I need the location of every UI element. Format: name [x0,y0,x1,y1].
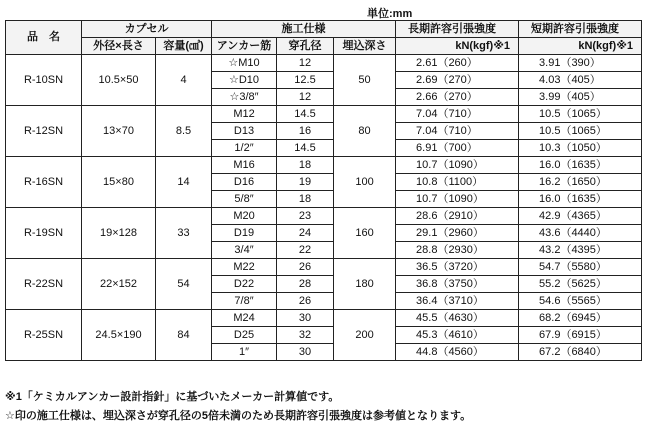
drill-diameter: 32 [277,327,334,344]
long-term-strength: 36.8（3750） [396,276,519,293]
anchor-bar: 1″ [212,344,277,361]
long-term-strength: 45.5（4630） [396,310,519,327]
short-term-strength: 16.2（1650） [519,174,642,191]
header-embed: 埋込深さ [334,38,396,55]
header-short-strength: 短期許容引張強度 [519,21,642,38]
long-term-strength: 29.1（2960） [396,225,519,242]
capsule-capacity: 14 [156,157,212,208]
product-name: R-10SN [6,55,82,106]
anchor-bar: D22 [212,276,277,293]
anchor-bar: ☆D10 [212,72,277,89]
header-long-unit: kN(kgf)※1 [396,38,519,55]
embed-depth: 100 [334,157,396,208]
drill-diameter: 14.5 [277,140,334,157]
short-term-strength: 67.2（6840） [519,344,642,361]
table-row [6,55,642,72]
capsule-capacity: 54 [156,259,212,310]
product-name: R-19SN [6,208,82,259]
product-name: R-25SN [6,310,82,361]
drill-diameter: 12 [277,89,334,106]
drill-diameter: 30 [277,310,334,327]
long-term-strength: 2.69（270） [396,72,519,89]
anchor-bar: 7/8″ [212,293,277,310]
drill-diameter: 24 [277,225,334,242]
table-row [6,208,642,225]
long-term-strength: 45.3（4610） [396,327,519,344]
capsule-size: 24.5×190 [82,310,156,361]
table-row [6,310,642,327]
product-name: R-22SN [6,259,82,310]
anchor-bar: M22 [212,259,277,276]
short-term-strength: 3.99（405） [519,89,642,106]
short-term-strength: 68.2（6945） [519,310,642,327]
unit-label: 単位:mm [367,8,413,20]
header-row-1 [6,21,642,38]
long-term-strength: 36.4（3710） [396,293,519,310]
anchor-bar: M24 [212,310,277,327]
long-term-strength: 6.91（700） [396,140,519,157]
embed-depth: 80 [334,106,396,157]
drill-diameter: 28 [277,276,334,293]
table-row [6,106,642,123]
header-hinmei: 品 名 [6,21,82,55]
capsule-capacity: 84 [156,310,212,361]
anchor-bar: D19 [212,225,277,242]
drill-diameter: 12 [277,55,334,72]
table-row [6,259,642,276]
long-term-strength: 7.04（710） [396,123,519,140]
drill-diameter: 12.5 [277,72,334,89]
long-term-strength: 28.6（2910） [396,208,519,225]
long-term-strength: 28.8（2930） [396,242,519,259]
anchor-bar: 1/2″ [212,140,277,157]
header-anchor: アンカー筋 [212,38,277,55]
short-term-strength: 55.2（5625） [519,276,642,293]
capsule-size: 22×152 [82,259,156,310]
short-term-strength: 43.6（4440） [519,225,642,242]
capsule-capacity: 33 [156,208,212,259]
anchor-bar: D25 [212,327,277,344]
drill-diameter: 26 [277,259,334,276]
capsule-size: 13×70 [82,106,156,157]
embed-depth: 180 [334,259,396,310]
table-body [6,55,642,361]
product-name: R-16SN [6,157,82,208]
short-term-strength: 16.0（1635） [519,191,642,208]
anchor-spec-table [5,20,642,361]
long-term-strength: 36.5（3720） [396,259,519,276]
drill-diameter: 30 [277,344,334,361]
short-term-strength: 4.03（405） [519,72,642,89]
note-1: ※1「ケミカルアンカー設計指針」に基づいたメーカー計算値です。 [5,391,340,403]
header-long-strength: 長期許容引張強度 [396,21,519,38]
embed-depth: 200 [334,310,396,361]
anchor-bar: M20 [212,208,277,225]
anchor-bar: D16 [212,174,277,191]
drill-diameter: 22 [277,242,334,259]
notes [5,388,471,426]
embed-depth: 50 [334,55,396,106]
long-term-strength: 10.7（1090） [396,157,519,174]
note-2: ☆印の施工仕様は、埋込深さが穿孔径の5倍未満のため長期許容引張強度は参考値となります。 [5,410,472,422]
header-outer-length: 外径×長さ [82,38,156,55]
drill-diameter: 16 [277,123,334,140]
anchor-bar: 3/4″ [212,242,277,259]
anchor-bar: ☆3/8″ [212,89,277,106]
drill-diameter: 18 [277,157,334,174]
header-row-2 [6,38,642,55]
header-capsule: カプセル [82,21,212,38]
short-term-strength: 54.6（5565） [519,293,642,310]
capsule-size: 19×128 [82,208,156,259]
anchor-bar: M12 [212,106,277,123]
anchor-bar: 5/8″ [212,191,277,208]
header-sekou: 施工仕様 [212,21,396,38]
anchor-bar: D13 [212,123,277,140]
capsule-capacity: 8.5 [156,106,212,157]
drill-diameter: 14.5 [277,106,334,123]
long-term-strength: 2.61（260） [396,55,519,72]
capsule-size: 15×80 [82,157,156,208]
drill-diameter: 23 [277,208,334,225]
short-term-strength: 42.9（4365） [519,208,642,225]
long-term-strength: 10.7（1090） [396,191,519,208]
short-term-strength: 10.5（1065） [519,106,642,123]
product-name: R-12SN [6,106,82,157]
header-short-unit: kN(kgf)※1 [519,38,642,55]
short-term-strength: 43.2（4395） [519,242,642,259]
short-term-strength: 67.9（6915） [519,327,642,344]
embed-depth: 160 [334,208,396,259]
long-term-strength: 44.8（4560） [396,344,519,361]
capsule-capacity: 4 [156,55,212,106]
short-term-strength: 54.7（5580） [519,259,642,276]
drill-diameter: 19 [277,174,334,191]
short-term-strength: 10.5（1065） [519,123,642,140]
header-drill: 穿孔径 [277,38,334,55]
anchor-bar: M16 [212,157,277,174]
short-term-strength: 3.91（390） [519,55,642,72]
anchor-bar: ☆M10 [212,55,277,72]
drill-diameter: 18 [277,191,334,208]
capsule-size: 10.5×50 [82,55,156,106]
drill-diameter: 26 [277,293,334,310]
long-term-strength: 7.04（710） [396,106,519,123]
table-row [6,157,642,174]
long-term-strength: 10.8（1100） [396,174,519,191]
short-term-strength: 10.3（1050） [519,140,642,157]
long-term-strength: 2.66（270） [396,89,519,106]
short-term-strength: 16.0（1635） [519,157,642,174]
header-capacity: 容量(㎤) [156,38,212,55]
